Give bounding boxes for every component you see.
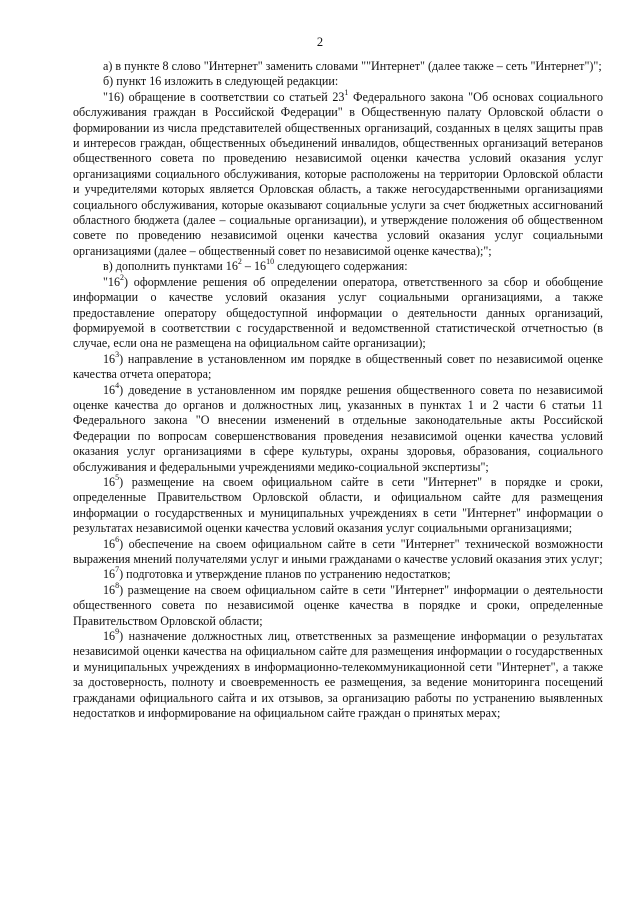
superscript: 3 <box>115 349 120 359</box>
paragraph-text: ) назначение должностных лиц, ответственных за размещение информации о результатах независимой оценки качества на официальном сайте для размещения информации о государственных и муниципальных учреждениях в информационно-телекоммуникационной сети "Интернет", а также за достоверность, полноту и своевременность ее размещения, за ведение мониторинга посещений гражданами официального сайта и их отзывов, за организацию работы по устранению выявленных недостатков и информирование на официальном сайте граждан о принятых мерах; <box>73 629 603 721</box>
paragraph-text: ) оформление решения об определении оператора, ответственного за сбор и обобщение информации о качестве условий оказания услуг социальными организациями, а также предоставление оператору общедоступной информации о деятельности данных организаций, формируемой в соответствии с государственной и ведомственной статистической отчетностью (в случае, если она не размещена на официальном сайте организации); <box>73 274 603 351</box>
superscript: 7 <box>115 565 120 575</box>
paragraph-text: – 16 <box>241 259 267 274</box>
document-body <box>73 59 603 721</box>
paragraph-text: ) размещение на своем официальном сайте в сети "Интернет" в порядке и сроки, определенные Правительством Орловской области, и официальном сайте для размещения информации о государственных и муниципальных учреждениях в сети "Интернет" информации о результатах независимой оценки качества условий оказания услуг социальными организациями; <box>73 474 603 536</box>
paragraph-text: б) пункт 16 изложить в следующей редакции: <box>103 74 339 89</box>
superscript: 6 <box>115 534 120 544</box>
paragraph-text: 16 <box>103 567 116 582</box>
paragraph-text: 16 <box>103 351 116 366</box>
paragraph <box>73 349 603 383</box>
paragraph-text: 16 <box>103 629 116 644</box>
superscript: 1 <box>344 87 349 97</box>
superscript: 5 <box>115 472 120 482</box>
paragraph <box>73 259 603 274</box>
paragraph <box>73 472 603 537</box>
paragraph <box>73 629 603 721</box>
paragraph-text: ) подготовка и утверждение планов по устранению недостатков; <box>119 567 451 582</box>
paragraph <box>73 380 603 475</box>
paragraph-text: следующего содержания: <box>274 259 408 274</box>
page-number: 2 <box>316 35 324 49</box>
paragraph-text: в) дополнить пунктами 16 <box>103 259 238 274</box>
paragraph-text: 16 <box>103 582 116 597</box>
paragraph-text: ) доведение в установленном им порядке решения общественного совета по независимой оценке качества до органов и должностных лиц, указанных в пунктах 1 и 2 части 6 статьи 11 Федерального закона "О внесении изменений в отдельные законодательные акты Российской Федерации по вопросам совершенствования проведения независимой оценки качества условий оказания услуг организациями в сфере культуры, охраны здоровья, образования, социального обслуживания и федеральными учреждениями медико-социальной экспертизы"; <box>73 382 603 474</box>
paragraph <box>73 567 603 582</box>
paragraph-text: 16 <box>103 474 116 489</box>
superscript: 2 <box>120 272 125 282</box>
paragraph-text: "16 <box>103 274 121 289</box>
paragraph-text: Федерального закона "Об основах социального обслуживания граждан в Российской Федерации" в Общественную палату Орловской области о формировании из числа представителей общественных организаций, созданных в целях защиты прав и интересов граждан, общественных объединений инвалидов, общественных организаций ветеранов общественного совета по проведению независимой оценки качества условий оказания услуг организациями социального обслуживания, которые расположены на территории Орловской области и учредителями которых является Орловская область, а также негосударственными организациями социального обслуживания, которые оказывают социальные услуги за счет бюджетных ассигнований областного бюджета (далее – социальные организации), и утверждение положения об общественном совете по проведению независимой оценки качества условий оказания услуг социальными организациями (далее – общественный совет по независимой оценке качества);"; <box>73 89 604 258</box>
superscript: 8 <box>115 580 120 590</box>
paragraph <box>73 74 603 89</box>
superscript: 9 <box>115 627 120 636</box>
paragraph <box>73 87 604 259</box>
paragraph <box>73 580 603 629</box>
paragraph-text: 16 <box>103 536 116 551</box>
paragraph-text: ) обеспечение на своем официальном сайте в сети "Интернет" технической возможности выражения мнений получателями услуг и иными гражданами о качестве условий оказания этих услуг; <box>73 536 603 566</box>
paragraph <box>73 272 603 352</box>
paragraph-text: "16) обращение в соответствии со статьей 23 <box>103 89 345 104</box>
paragraph-text: ) размещение на своем официальном сайте в сети "Интернет" информации о деятельности общественного совета по независимой оценке качества в порядке и сроки, определенные Правительством Орловской области; <box>73 582 603 628</box>
superscript: 2 <box>237 257 242 267</box>
paragraph-text: а) в пункте 8 слово "Интернет" заменить словами ""Интернет" (далее также – сеть "Интернет")"; <box>103 59 602 73</box>
paragraph <box>73 534 603 568</box>
paragraph <box>73 59 603 74</box>
paragraph-text: 16 <box>103 382 116 397</box>
paragraph-text: ) направление в установленном им порядке в общественный совет по независимой оценке качества отчета оператора; <box>73 351 603 382</box>
superscript: 4 <box>115 380 120 390</box>
superscript: 10 <box>266 257 275 267</box>
